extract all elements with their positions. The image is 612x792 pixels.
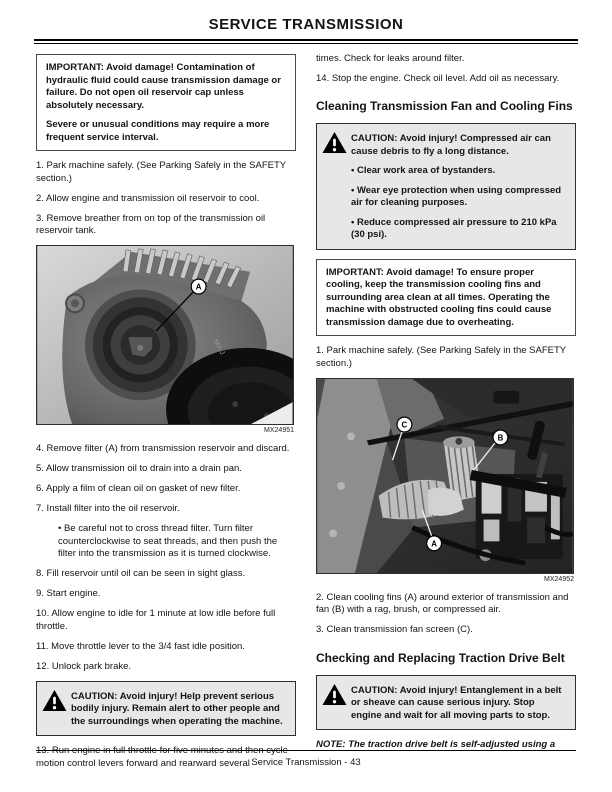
svg-text:A: A: [431, 538, 437, 548]
step-text: 13. Run engine in full throttle for five minutes and then cycle motion control levers forward and rearward several: [36, 745, 288, 769]
step-text: 14. Stop the engine. Check oil level. Add oil as necessary.: [316, 72, 560, 84]
figure-caption: MX24951: [264, 427, 294, 434]
step-text: 3. Remove breather from on top of the transmission oil reservoir tank.: [36, 212, 266, 236]
caution-bullet: • Reduce compressed air pressure to 210 kPa (30 psi).: [351, 216, 557, 240]
step-text: 11. Move throttle lever to the 3/4 fast idle position.: [36, 640, 245, 652]
step-text: 4. Remove filter (A) from transmission reservoir and discard.: [36, 443, 290, 454]
step-text: 5. Allow transmission oil to drain into a drain pan.: [36, 463, 242, 474]
caution-bullet: • Clear work area of bystanders.: [351, 165, 496, 176]
figure-mx24952-photo: [316, 378, 574, 574]
important-box-contamination: [36, 54, 296, 151]
note-text: NOTE: The traction drive belt is self-adjusted using a: [316, 739, 556, 750]
step-bullet-text: • Be careful not to cross thread filter. Turn filter counterclockwise to seat threads, and then push the filter into the transmission as it is turned clockwise.: [58, 523, 278, 559]
step-text: 2. Clean cooling fins (A) around exterior of transmission and fan (B) with a rag, brush, or compressed air.: [316, 591, 569, 615]
figure-caption: MX24952: [544, 575, 574, 583]
caution-box-operating: [36, 681, 296, 737]
important-para: Severe or unusual conditions may require a more frequent service interval.: [46, 119, 270, 143]
footer-page-label: Service Transmission - 43: [251, 757, 361, 768]
caution-bullet: • Wear eye protection when using compressed air for cleaning purposes.: [351, 184, 562, 208]
figure-mx24951: [36, 245, 296, 435]
title-double-rule: [34, 39, 578, 44]
svg-text:MX-J: MX-J: [211, 338, 226, 357]
page-title: SERVICE TRANSMISSION: [208, 16, 404, 33]
step-text: 3. Clean transmission fan screen (C).: [316, 624, 473, 635]
step-text: 10. Allow engine to idle for 1 minute at low idle before full throttle.: [36, 608, 276, 632]
svg-text:B: B: [497, 432, 504, 442]
step-text: 7. Install filter into the oil reservoir.: [36, 503, 180, 514]
warning-triangle-icon: [42, 689, 67, 712]
step-text: 6. Apply a film of clean oil on gasket of new filter.: [36, 483, 241, 494]
footer-rule: [36, 750, 576, 751]
step-text: 8. Fill reservoir until oil can be seen in sight glass.: [36, 568, 246, 579]
warning-triangle-icon: [322, 683, 347, 706]
figure-mx24951-photo: [36, 245, 294, 425]
section-heading-belt: Checking and Replacing Traction Drive Belt: [316, 650, 565, 665]
figure-mx24952: [316, 378, 576, 584]
step-text: 9. Start engine.: [36, 588, 101, 599]
caution-text: CAUTION: Avoid injury! Compressed air can cause debris to fly a long distance.: [351, 133, 551, 157]
caution-text: CAUTION: Avoid injury! Entanglement in a belt or sheave can cause serious injury. Stop engine and wait for all moving parts to stop.: [351, 684, 562, 721]
important-para: IMPORTANT: Avoid damage! Contamination of hydraulic fluid could cause transmission damage or failure. Do not open oil reservoir cap unless absolutely necessary.: [46, 62, 281, 111]
section-heading-cleaning: Cleaning Transmission Fan and Cooling Fins: [316, 99, 573, 113]
svg-text:A: A: [195, 282, 202, 292]
continued-text: times. Check for leaks around filter.: [316, 53, 465, 64]
warning-triangle-icon: [322, 131, 347, 154]
important-box-cooling: [316, 259, 576, 337]
left-column: [36, 53, 296, 778]
step-text: 1. Park machine safely. (See Parking Safely in the SAFETY section.): [316, 345, 566, 369]
caution-box-compressed-air: [316, 123, 576, 250]
page-footer: [36, 750, 576, 768]
battery-shape: [470, 470, 567, 561]
svg-text:C: C: [401, 420, 408, 429]
important-para: IMPORTANT: Avoid damage! To ensure proper cooling, keep the transmission cooling fins and surrounding area clean at all times. Operating the machine with obstructed cooling fins could cause transmission damage due to overheating.: [326, 266, 552, 328]
step-text: 12. Unlock park brake.: [36, 660, 132, 672]
right-column: [316, 53, 576, 778]
caution-text: CAUTION: Avoid injury! Help prevent serious bodily injury. Remain alert to other people and the surroundings when operating the machine.: [71, 690, 283, 727]
step-text: 1. Park machine safely. (See Parking Safely in the SAFETY section.): [36, 160, 286, 184]
caution-box-entanglement: [316, 675, 576, 731]
two-column-layout: [0, 53, 612, 778]
step-text: 2. Allow engine and transmission oil reservoir to cool.: [36, 192, 260, 204]
